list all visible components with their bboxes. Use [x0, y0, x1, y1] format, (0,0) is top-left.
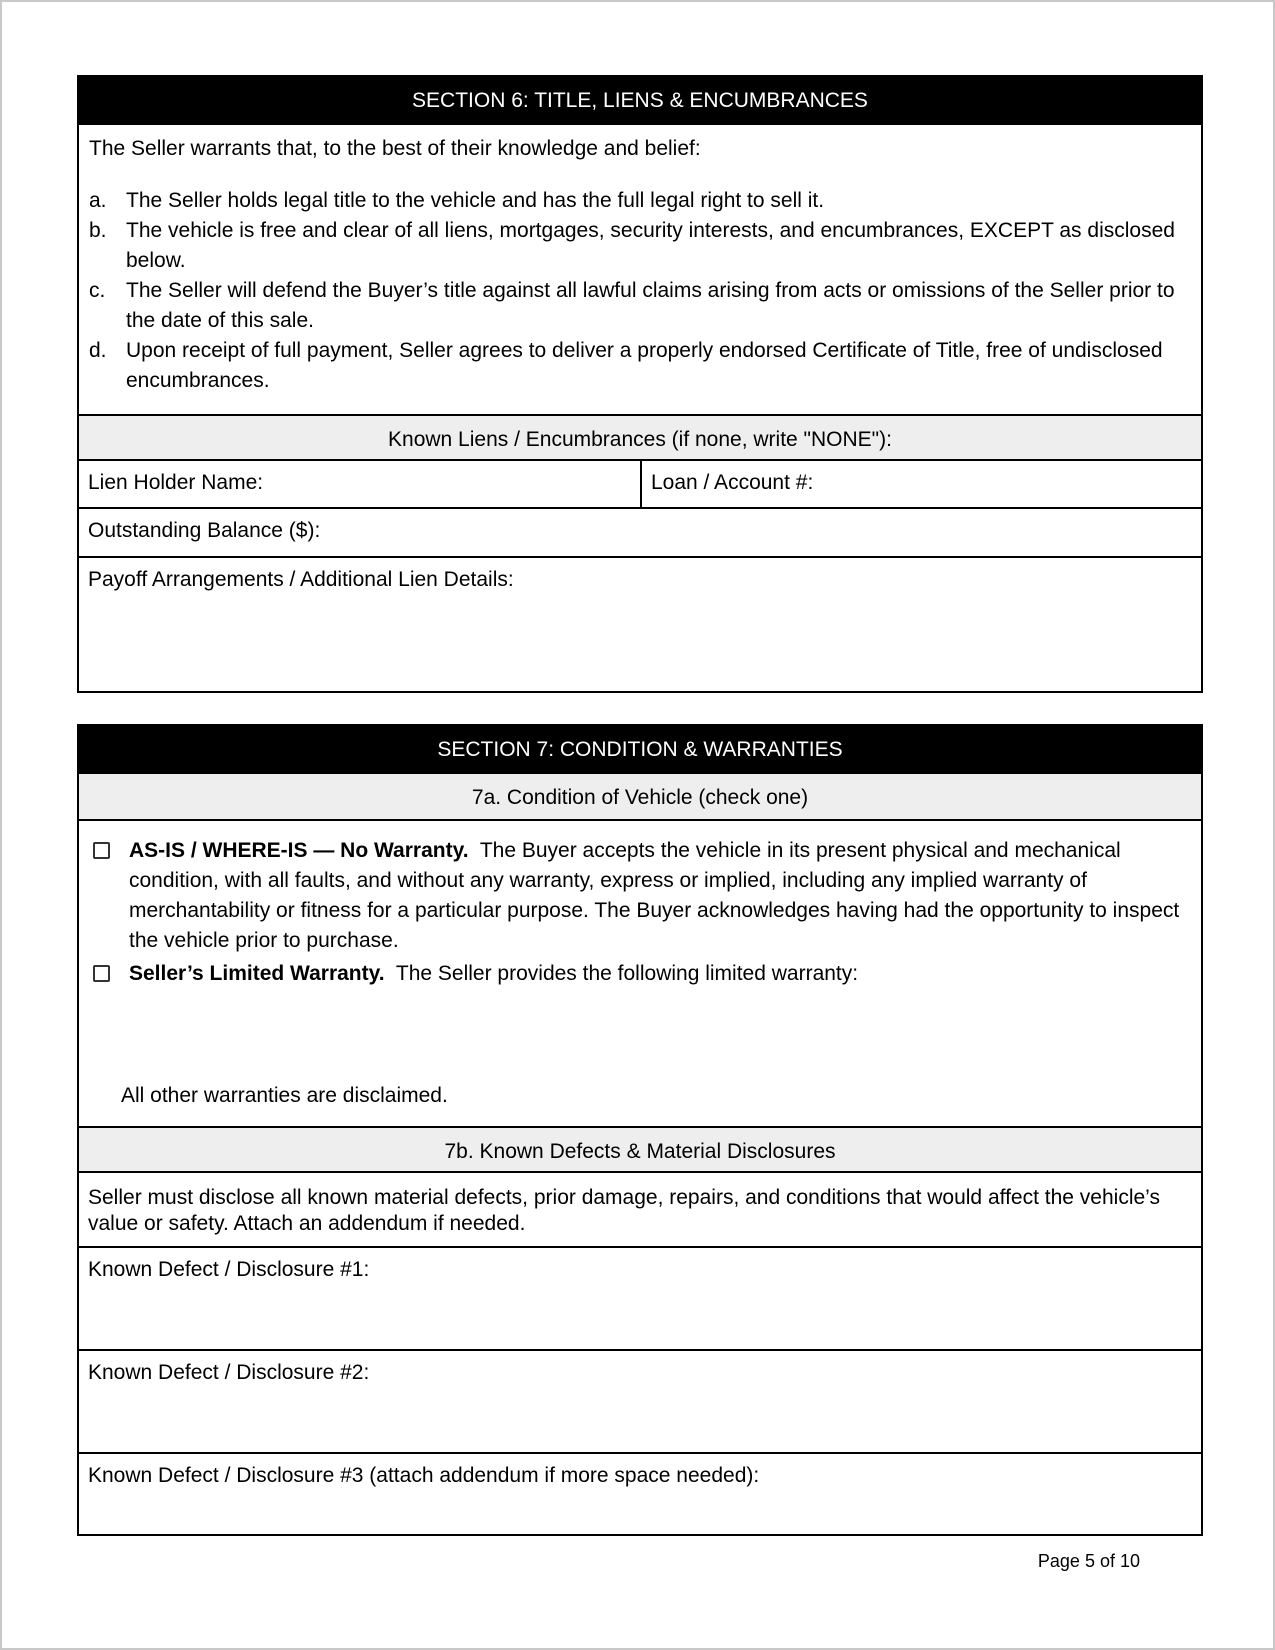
warranty-list [89, 186, 1191, 396]
section-7 [77, 724, 1203, 1536]
warranty-item-d: d. Upon receipt of full payment, Seller agrees to deliver a properly endorsed Certificate of Title, free of undisclosed encumbrances. [89, 339, 1163, 392]
section-7-header: SECTION 7: CONDITION & WARRANTIES [79, 726, 1201, 774]
payoff-details-field[interactable]: Payoff Arrangements / Additional Lien Details: [79, 556, 1201, 684]
limited-warranty-option: Seller’s Limited Warranty. The Seller provides the following limited warranty: [93, 959, 1181, 989]
defects-intro: Seller must disclose all known material defects, prior damage, repairs, and conditions that would affect the vehicle’s value or safety. Attach an addendum if needed. [88, 1186, 1160, 1235]
warranty-item-a: a. The Seller holds legal title to the vehicle and has the full legal right to sell it. [89, 189, 825, 212]
section-6 [77, 75, 1203, 693]
defect-2-field[interactable]: Known Defect / Disclosure #2: [79, 1349, 1201, 1452]
warranty-disclaimer: All other warranties are disclaimed. [121, 1084, 448, 1107]
defect-3-field[interactable]: Known Defect / Disclosure #3 (attach addendum if more space needed): [79, 1452, 1201, 1525]
warranty-item-c: c. The Seller will defend the Buyer’s title against all lawful claims arising from acts or omissions of the Seller prior to the date of this sale. [89, 279, 1175, 332]
limited-warranty-checkbox[interactable] [93, 965, 110, 982]
warranty-statements [79, 125, 1201, 414]
condition-options [79, 821, 1201, 1126]
warranty-intro: The Seller warrants that, to the best of their knowledge and belief: [89, 137, 701, 160]
section-6-header: SECTION 6: TITLE, LIENS & ENCUMBRANCES [79, 77, 1201, 125]
loan-account-field[interactable]: Loan / Account #: [651, 471, 814, 494]
warranty-item-b: b. The vehicle is free and clear of all liens, mortgages, security interests, and encumbrances, EXCEPT as disclosed below. [89, 219, 1175, 272]
defects-subheader: 7b. Known Defects & Material Disclosures [79, 1126, 1201, 1173]
outstanding-balance-field[interactable]: Outstanding Balance ($): [79, 507, 1201, 556]
lien-holder-field[interactable]: Lien Holder Name: [79, 461, 642, 507]
page-number: Page 5 of 10 [1037, 1551, 1140, 1571]
as-is-option: AS-IS / WHERE-IS — No Warranty. The Buyer accepts the vehicle in its present physical and mechanical condition, with all faults, and without any warranty, express or implied, including any implied warranty of merchantability or fitness for a particular purpose. The Buyer acknowledges having had the opportunity to inspect the vehicle prior to purchase. [93, 836, 1181, 956]
as-is-checkbox[interactable] [93, 842, 110, 859]
condition-subheader: 7a. Condition of Vehicle (check one) [79, 774, 1201, 821]
liens-subheader: Known Liens / Encumbrances (if none, write "NONE"): [79, 414, 1201, 461]
lien-holder-row [79, 461, 1201, 507]
defect-1-field[interactable]: Known Defect / Disclosure #1: [79, 1246, 1201, 1349]
